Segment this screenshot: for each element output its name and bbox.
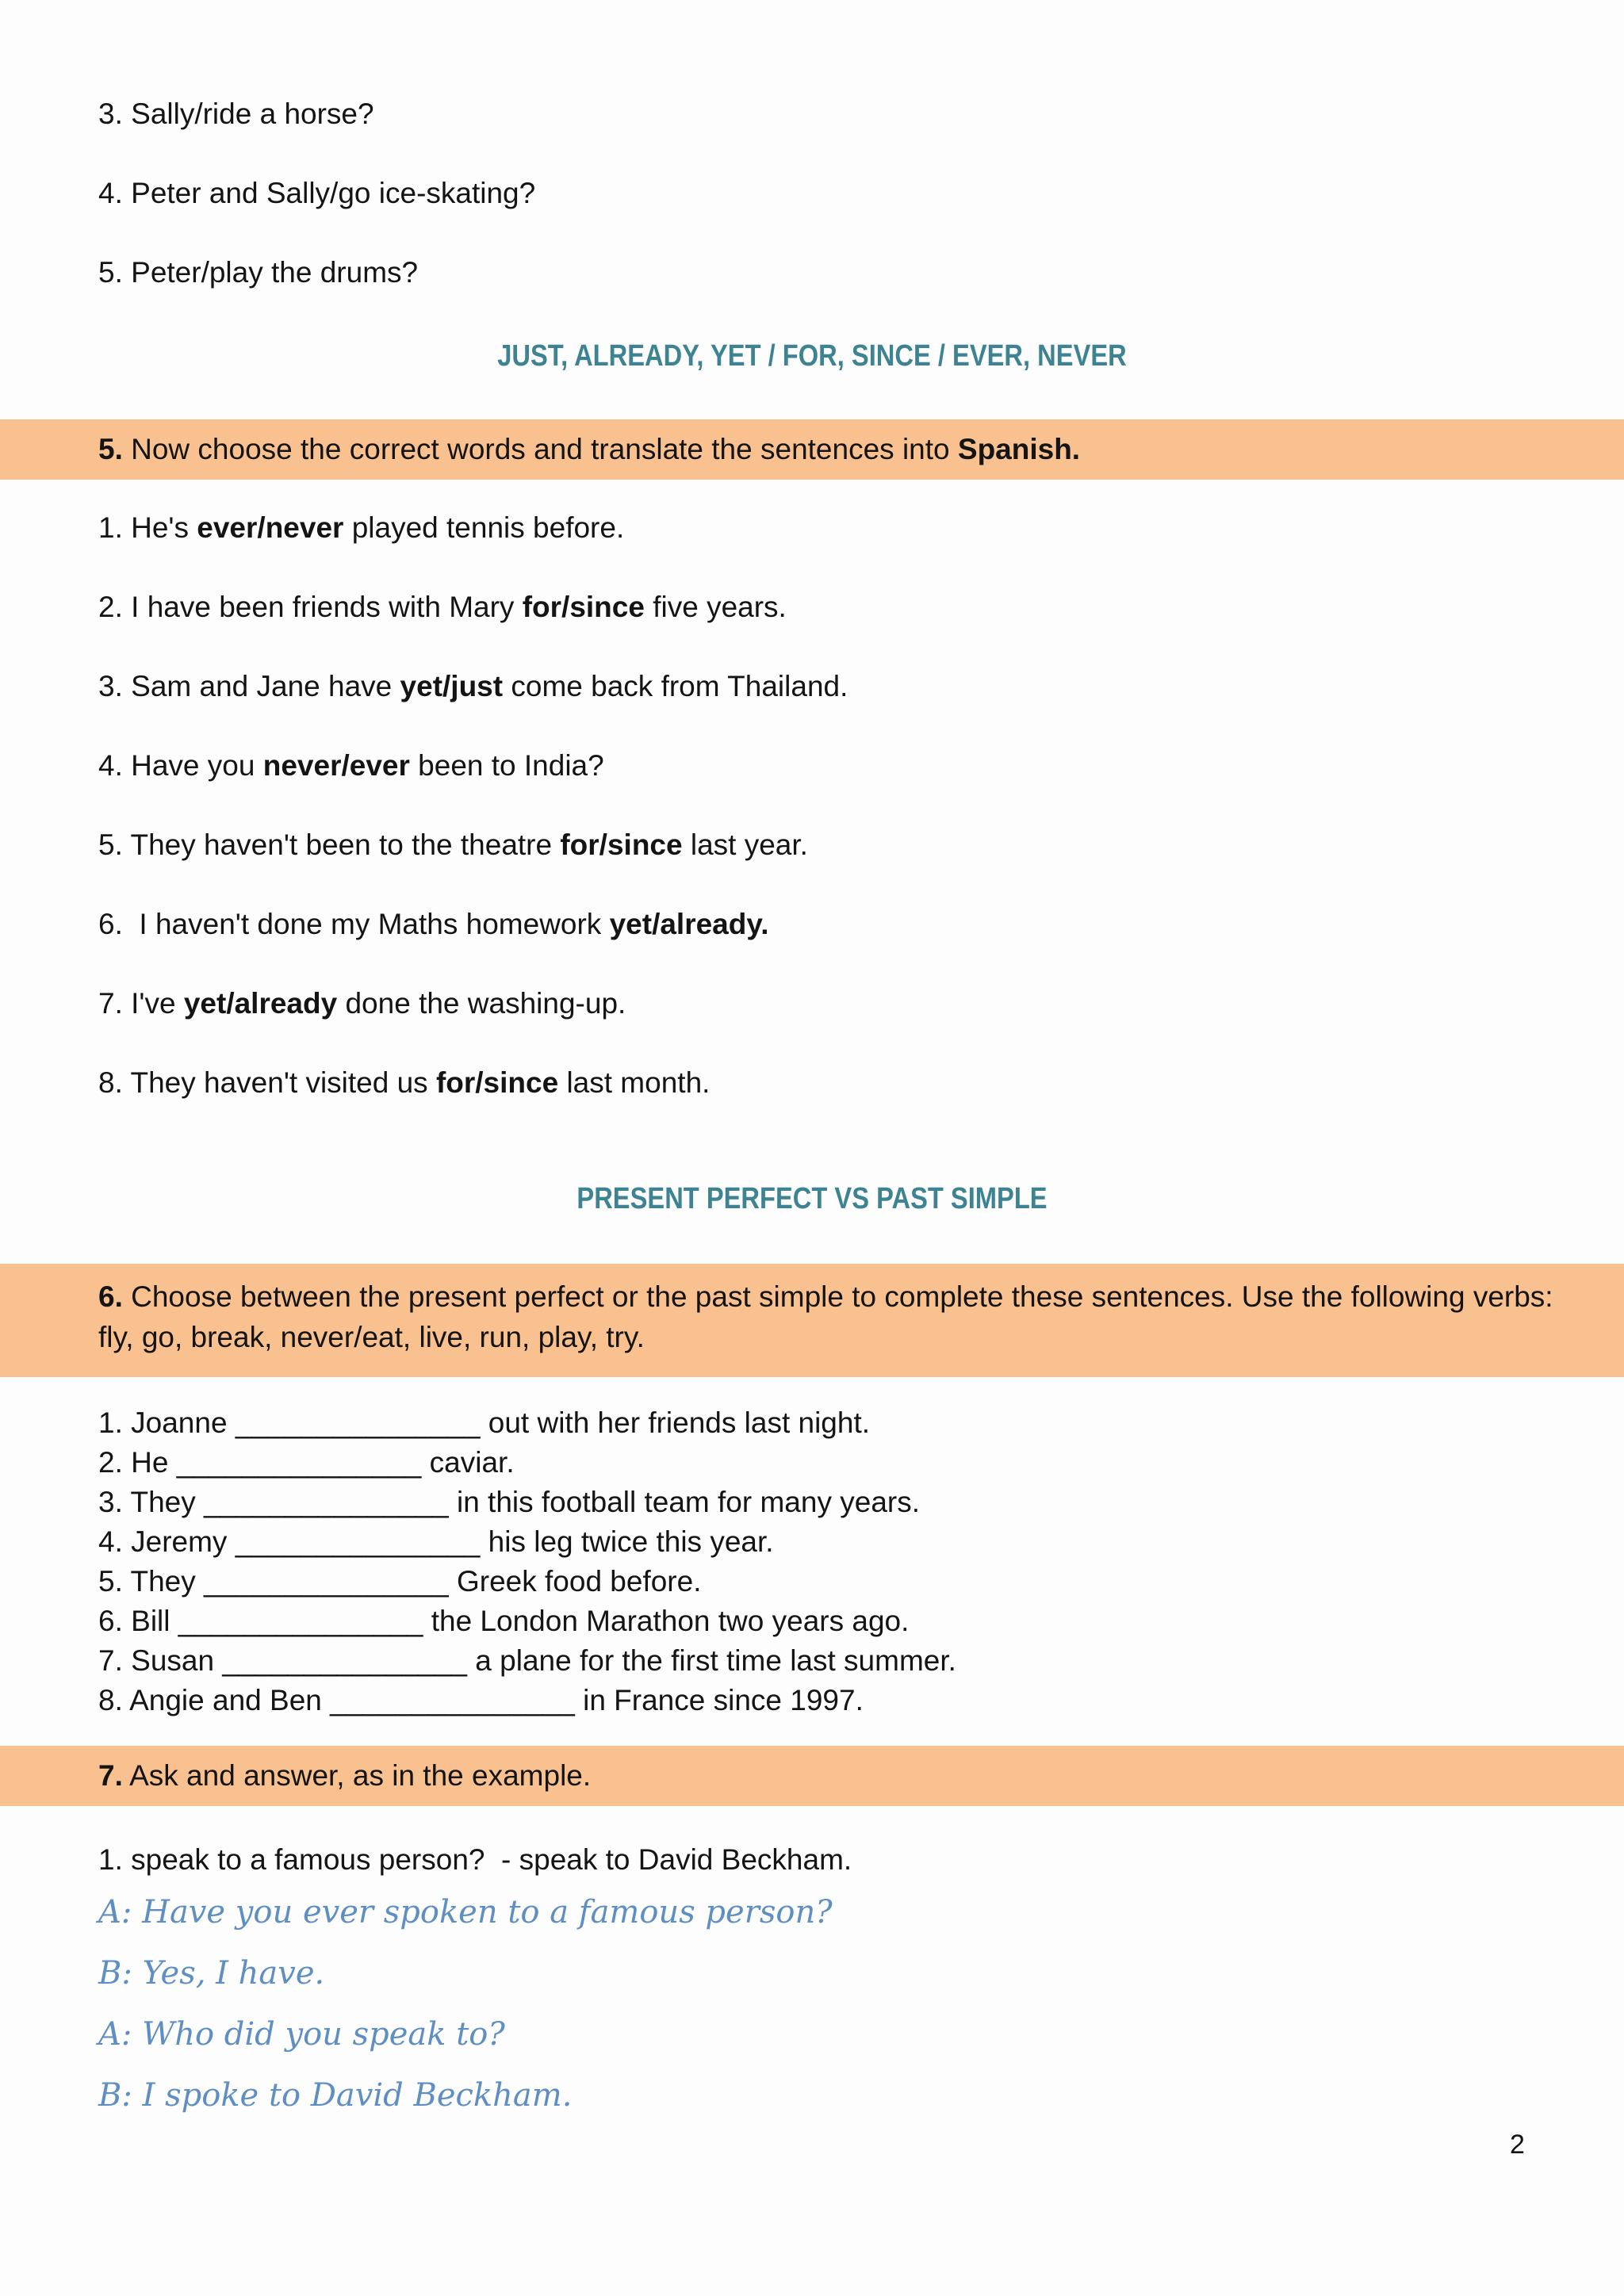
instruction-text: Now choose the correct words and translate the sentences into [122, 433, 958, 465]
list-item: 6. Bill _______________ the London Marathon two years ago. [98, 1605, 910, 1637]
answer-line: A: Have you ever spoken to a famous person? [98, 1894, 833, 1931]
exercise-7-banner [0, 1746, 1624, 1806]
instruction-text: Ask and answer, as in the example. [122, 1759, 592, 1792]
instruction-bold: Spanish. [957, 433, 1081, 465]
list-item: 2. I have been friends with Mary for/since five years. [98, 591, 787, 623]
list-item: 7. Susan _______________ a plane for the first time last summer. [98, 1644, 956, 1677]
list-item: 8. Angie and Ben _______________ in France since 1997. [98, 1684, 864, 1716]
list-item: 3. Sam and Jane have yet/just come back from Thailand. [98, 670, 848, 702]
exercise-5-instruction [98, 429, 1561, 469]
list-item: 1. Joanne _______________ out with her friends last night. [98, 1406, 871, 1439]
exercise-6-banner [0, 1264, 1624, 1377]
section-heading-present-perfect: PRESENT PERFECT VS PAST SIMPLE [576, 1182, 1048, 1215]
list-item: 1. He's ever/never played tennis before. [98, 511, 625, 544]
list-item: 4. Peter and Sally/go ice-skating? [98, 177, 536, 209]
list-item: 5. They haven't been to the theatre for/since last year. [98, 828, 808, 861]
list-item: 4. Jeremy _______________ his leg twice this year. [98, 1525, 774, 1558]
exercise-7-instruction [98, 1755, 1561, 1796]
list-item: 5. They _______________ Greek food before. [98, 1565, 702, 1598]
exercise-number: 7. [98, 1759, 123, 1792]
exercise-number: 6. [98, 1280, 123, 1313]
list-item: 4. Have you never/ever been to India? [98, 749, 604, 782]
exercise-6-instruction [98, 1276, 1561, 1357]
answer-line: B: I spoke to David Beckham. [98, 2077, 573, 2114]
list-item: 8. They haven't visited us for/since last month. [98, 1066, 710, 1099]
exercise-5-banner [0, 419, 1624, 480]
list-item: 3. Sally/ride a horse? [98, 98, 374, 130]
example-line: 1. speak to a famous person? - speak to David Beckham. [98, 1843, 852, 1876]
answer-line: A: Who did you speak to? [98, 2016, 505, 2053]
answer-line: B: Yes, I have. [98, 1955, 325, 1992]
instruction-text: Choose between the present perfect or the past simple to complete these sentences. Use the following verbs: fly, go, break, never/eat, live, run, play, try. [98, 1280, 1553, 1353]
page-number: 2 [1510, 2130, 1525, 2160]
list-item: 6. I haven't done my Maths homework yet/already. [98, 908, 769, 940]
section-heading-just-already: JUST, ALREADY, YET / FOR, SINCE / EVER, NEVER [497, 339, 1127, 373]
list-item: 5. Peter/play the drums? [98, 256, 419, 289]
list-item: 3. They _______________ in this football team for many years. [98, 1486, 920, 1518]
list-item: 2. He _______________ caviar. [98, 1446, 515, 1479]
exercise-number: 5. [98, 433, 123, 465]
list-item: 7. I've yet/already done the washing-up. [98, 987, 626, 1020]
